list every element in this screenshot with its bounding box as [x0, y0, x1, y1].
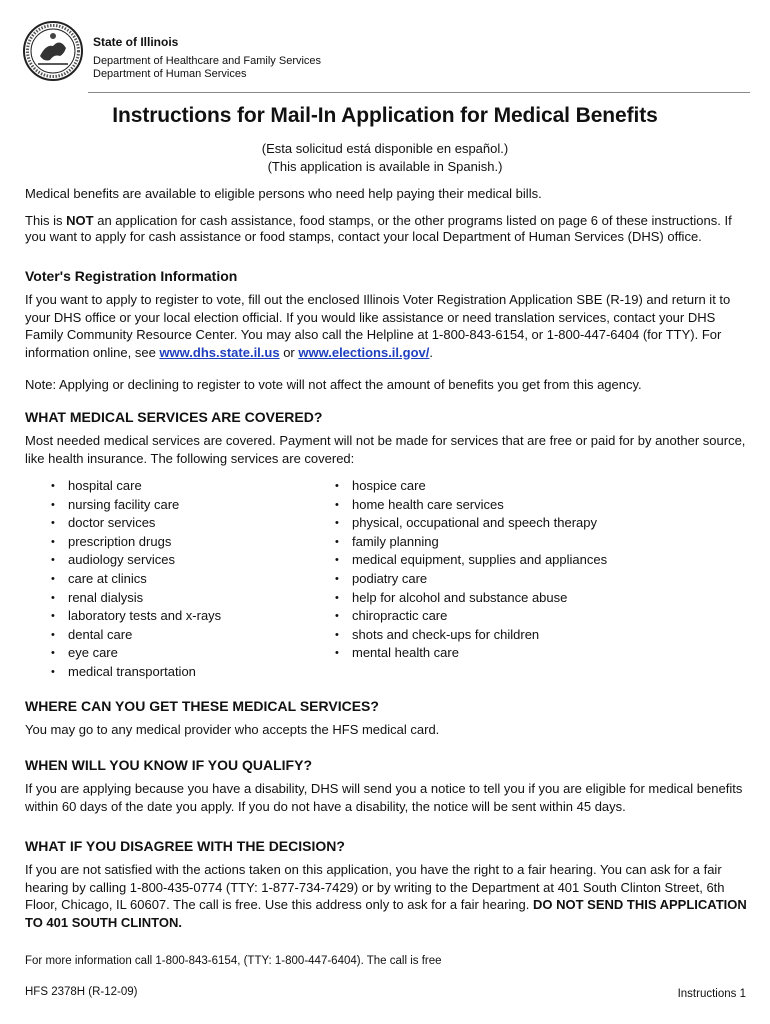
- list-item: • care at clinics: [49, 570, 221, 589]
- list-item: • family planning: [333, 533, 607, 552]
- agency-header: [93, 36, 321, 81]
- list-item: • doctor services: [49, 514, 221, 533]
- spanish-availability-note: [0, 140, 770, 176]
- list-item: • laboratory tests and x-rays: [49, 607, 221, 626]
- list-item: • mental health care: [333, 644, 607, 663]
- voter-note: Note: Applying or declining to register to vote will not affect the amount of benefits you get from this agency.: [25, 377, 642, 392]
- list-item: • hospice care: [333, 477, 607, 496]
- list-item: • audiology services: [49, 551, 221, 570]
- voter-or: or: [279, 344, 299, 360]
- covered-heading: WHAT MEDICAL SERVICES ARE COVERED?: [25, 409, 323, 425]
- header-divider: [88, 92, 750, 93]
- where-heading: WHERE CAN YOU GET THESE MEDICAL SERVICES?: [25, 698, 379, 714]
- spanish-note-line-2: (This application is available in Spanish.): [267, 159, 503, 174]
- list-item: • chiropractic care: [333, 607, 607, 626]
- department-dhs: Department of Human Services: [93, 68, 247, 80]
- list-item: • hospital care: [49, 477, 221, 496]
- not-app-text-start: This is: [25, 213, 67, 228]
- voter-paragraph: [25, 291, 750, 361]
- spanish-note-line-1: (Esta solicitud está disponible en español.): [261, 141, 509, 156]
- illinois-state-seal-icon: [20, 20, 86, 82]
- voter-heading: Voter's Registration Information: [25, 268, 238, 284]
- when-heading: WHEN WILL YOU KNOW IF YOU QUALIFY?: [25, 757, 312, 773]
- list-item: • physical, occupational and speech therapy: [333, 514, 607, 533]
- list-item: • renal dialysis: [49, 589, 221, 608]
- covered-services-list-right: [333, 477, 607, 663]
- list-item: • medical transportation: [49, 663, 221, 682]
- state-name: State of Illinois: [93, 35, 179, 49]
- disagree-heading: WHAT IF YOU DISAGREE WITH THE DECISION?: [25, 838, 345, 854]
- list-item: • shots and check-ups for children: [333, 626, 607, 645]
- disagree-text: If you are not satisfied with the actions taken on this application, you have the right to a fair hearing. You can ask for a fair hearing by calling 1-800-435-0774 (TTY: 1-877-734-7429) or by writing to the Department at 401 South Clinton Street, 6th Floor, Chicago, IL 60607. The call is free. Use this address only to ask for a fair hearing.: [25, 862, 725, 912]
- elections-website-link[interactable]: www.elections.il.gov/: [298, 344, 430, 360]
- list-item: • medical equipment, supplies and appliances: [333, 551, 607, 570]
- when-paragraph: If you are applying because you have a disability, DHS will send you a notice to tell you if you are eligible for medical benefits within 60 days of the date you apply. If you do not have a disability, the notice will be sent within 45 days.: [25, 781, 743, 814]
- list-item: • prescription drugs: [49, 533, 221, 552]
- not-application-paragraph: [25, 213, 750, 245]
- list-item: • home health care services: [333, 496, 607, 515]
- dhs-website-link[interactable]: www.dhs.state.il.us: [159, 344, 280, 360]
- not-app-text-end: an application for cash assistance, food stamps, or the other programs listed on page 6 of these instructions. If you want to apply for cash assistance or food stamps, contact your local Department of Human Services (DHS) office.: [25, 213, 732, 244]
- do-not-send-warning: DO NOT SEND THIS APPLICATION TO 401 SOUTH CLINTON.: [25, 897, 747, 930]
- covered-paragraph: Most needed medical services are covered. Payment will not be made for services that are free or paid for by another source, like health insurance. The following services are covered:: [25, 433, 746, 466]
- form-number: HFS 2378H (R-12-09): [25, 986, 138, 998]
- list-item: • podiatry care: [333, 570, 607, 589]
- list-item: • eye care: [49, 644, 221, 663]
- intro-paragraph: Medical benefits are available to eligible persons who need help paying their medical bills.: [25, 186, 542, 201]
- disagree-paragraph: [25, 861, 750, 931]
- page-title: Instructions for Mail-In Application for Medical Benefits: [112, 104, 658, 127]
- where-paragraph: You may go to any medical provider who accepts the HFS medical card.: [25, 722, 440, 737]
- list-item: • help for alcohol and substance abuse: [333, 589, 607, 608]
- department-hfs: Department of Healthcare and Family Services: [93, 55, 322, 67]
- voter-end: .: [429, 344, 433, 360]
- footer-contact-info: For more information call 1-800-843-6154, (TTY: 1-800-447-6404). The call is free: [25, 955, 442, 967]
- list-item: • nursing facility care: [49, 496, 221, 515]
- covered-services-list-left: [49, 477, 221, 682]
- list-item: • dental care: [49, 626, 221, 645]
- not-emphasis: NOT: [66, 213, 94, 228]
- voter-text: If you want to apply to register to vote, fill out the enclosed Illinois Voter Registration Application SBE (R-19) and return it to your DHS office or your local election official. If you would like assistance or need translation services, contact your DHS Family Community Resource Center. You may also call the Helpline at 1-800-843-6154, or 1-800-447-6404 (for TTY). For information online, see: [25, 292, 731, 360]
- page-number: Instructions 1: [677, 988, 746, 1000]
